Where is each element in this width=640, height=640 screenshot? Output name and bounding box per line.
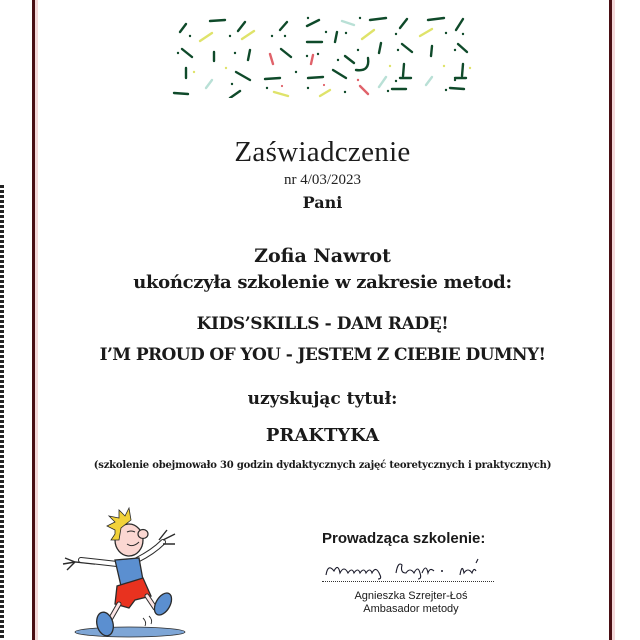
jumping-kid-illustration-icon: [55, 500, 205, 640]
confetti-decoration-icon: [170, 6, 480, 98]
signature-block: [316, 530, 506, 615]
obtaining-statement: uzyskując tytuł:: [247, 389, 398, 409]
signature-line: [322, 553, 494, 582]
completed-statement: ukończyła szkolenie w zakresie metod:: [133, 272, 512, 293]
certificate-title: Zaświadczenie: [234, 136, 411, 168]
certificate-number: nr 4/03/2023: [283, 172, 362, 188]
handwritten-signature-icon: [322, 553, 494, 581]
scan-edge-strip: [0, 185, 4, 640]
frame-border-left: [32, 0, 35, 640]
recipient-name: Zofia Nawrot: [254, 245, 391, 267]
awarded-title: PRAKTYKA: [265, 425, 380, 446]
frame-border-right: [609, 0, 612, 640]
signature-label: Prowadząca szkolenie:: [322, 530, 486, 547]
trainer-name: Agnieszka Szrejter-Łoś: [354, 590, 468, 602]
salutation: Pani: [302, 193, 343, 212]
training-hours-note: (szkolenie obejmowało 30 godzin dydaktycznych zajęć teoretycznych i praktycznych): [93, 460, 552, 471]
method-proud-of-you: I’M PROUD OF YOU - JESTEM Z CIEBIE DUMNY!: [99, 345, 546, 365]
trainer-role: Ambasador metody: [363, 603, 459, 615]
method-kids-skills: KIDS’SKILLS - DAM RADĘ!: [196, 314, 449, 334]
